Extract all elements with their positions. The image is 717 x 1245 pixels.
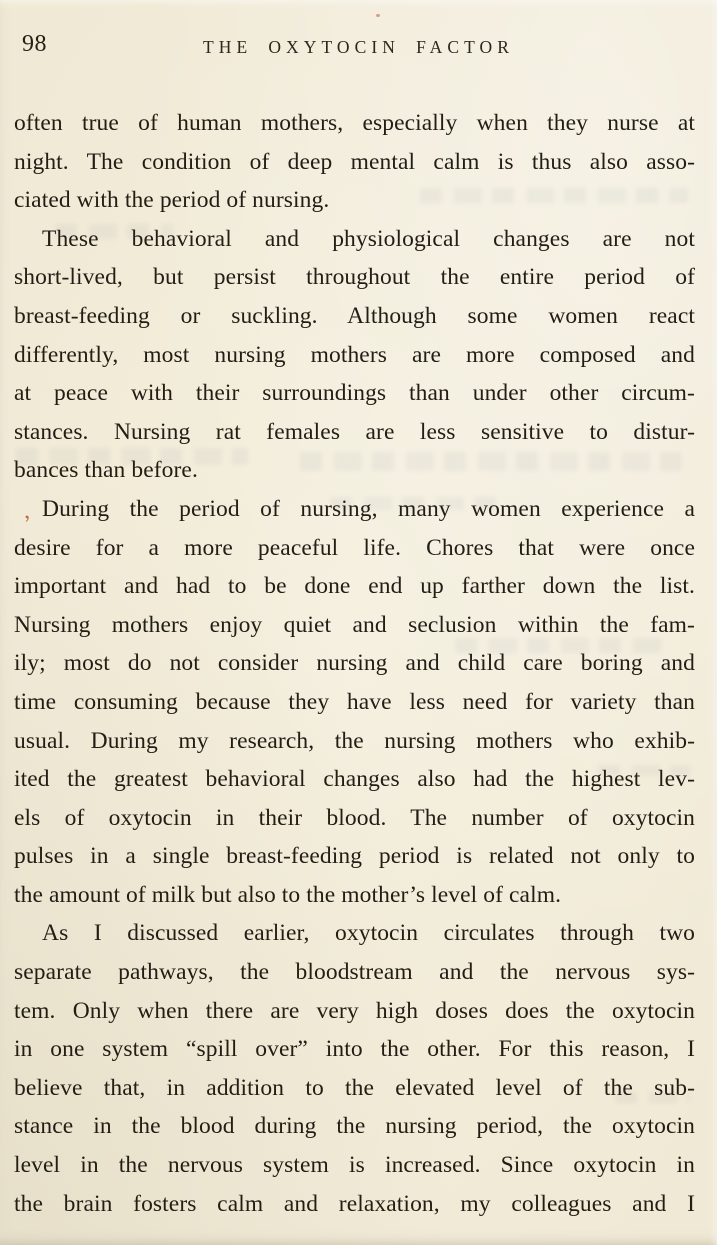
text-line: stances. Nursing rat females are less sensitive to distur- [14,418,695,445]
text-line: tem. Only when there are very high doses does the oxytocin [14,997,695,1024]
text-line: These behavioral and physiological changes are not [42,225,695,252]
text-line: the brain fosters calm and relaxation, my colleagues and I [14,1190,695,1217]
text-block [14,104,695,1223]
text-line: important and had to be done end up farther down the list. [14,573,695,600]
text-line: ciated with the period of nursing. [14,187,330,214]
page-number: 98 [22,31,47,57]
text-line: During the period of nursing, many women experience a [42,495,695,522]
text-line: night. The condition of deep mental calm is thus also asso- [14,148,695,175]
text-line: in one system “spill over” into the other. For this reason, I [14,1036,695,1063]
text-line: Nursing mothers enjoy quiet and seclusion within the fam- [14,611,695,638]
text-line: usual. During my research, the nursing mothers who exhib- [14,727,695,754]
text-line: breast-feeding or suckling. Although some women react [14,302,695,329]
text-line: ited the greatest behavioral changes also had the highest lev- [14,766,695,793]
text-line: short-lived, but persist throughout the entire period of [14,264,695,291]
text-line: pulses in a single breast-feeding period is related not only to [14,843,695,870]
text-line: ily; most do not consider nursing and child care boring and [14,650,695,677]
text-line: at peace with their surroundings than under other circum- [14,380,695,407]
text-line: As I discussed earlier, oxytocin circulates through two [42,920,695,947]
text-line: often true of human mothers, especially when they nurse at [14,110,695,136]
stray-comma-mark: , [20,497,32,524]
text-line: time consuming because they have less need for variety than [14,688,695,715]
text-line: level in the nervous system is increased. Since oxytocin in [14,1152,695,1179]
text-line: differently, most nursing mothers are more composed and [14,341,695,368]
text-line: stance in the blood during the nursing period, the oxytocin [14,1113,695,1140]
page-header [0,30,717,64]
running-title: THE OXYTOCIN FACTOR [203,37,514,57]
text-line: bances than before. [14,457,198,484]
paper-speck [376,14,380,17]
text-line: separate pathways, the bloodstream and the nervous sys- [14,959,695,986]
text-line: the amount of milk but also to the mother’s level of calm. [14,881,562,908]
text-line: els of oxytocin in their blood. The number of oxytocin [14,804,695,831]
text-line: desire for a more peaceful life. Chores that were once [14,534,695,561]
text-line: believe that, in addition to the elevated level of the sub- [14,1074,695,1101]
